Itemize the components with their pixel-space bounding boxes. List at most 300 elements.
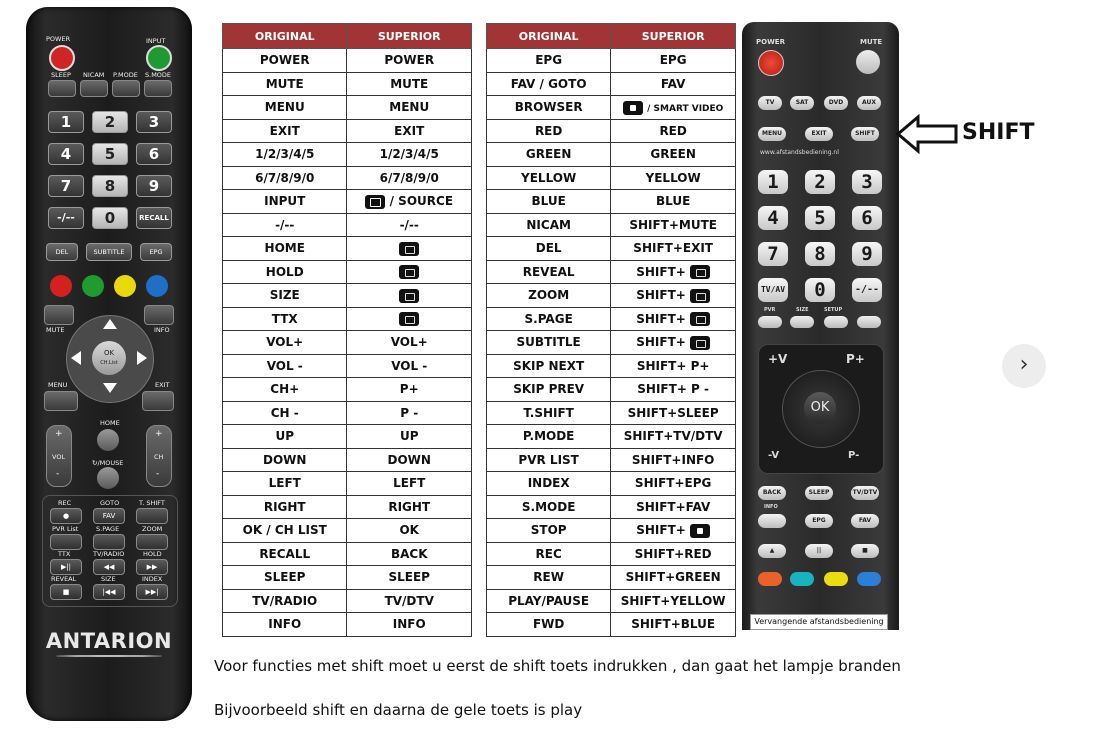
label-index: INDEX bbox=[142, 575, 163, 583]
label-spage: S.PAGE bbox=[96, 525, 120, 533]
cell-superior bbox=[611, 307, 736, 331]
cell-original bbox=[487, 190, 611, 214]
cell-original-text: EPG bbox=[535, 53, 563, 68]
header-original: ORIGINAL bbox=[223, 24, 347, 49]
cell-superior-text: / SMART VIDEO bbox=[647, 104, 724, 114]
cell-superior-text: TV/DTV bbox=[384, 593, 434, 608]
label-nicam: NICAM bbox=[83, 71, 105, 79]
cell-superior bbox=[347, 213, 472, 237]
table-row bbox=[223, 472, 472, 496]
stop-key: ■ bbox=[50, 584, 82, 600]
cell-original-text: 6/7/8/9/0 bbox=[255, 170, 315, 185]
label-info: INFO bbox=[154, 326, 170, 334]
forward-key: ▶▶ bbox=[136, 559, 168, 575]
key-sat: SAT bbox=[790, 96, 814, 110]
fav-key: FAV bbox=[93, 508, 125, 524]
cell-original bbox=[487, 425, 611, 449]
label-ttx: TTX bbox=[58, 550, 71, 558]
label-vol: VOL bbox=[52, 453, 66, 461]
cell-superior-text: BLUE bbox=[655, 194, 691, 209]
ttx-key bbox=[857, 316, 881, 328]
cell-superior bbox=[611, 49, 736, 73]
key-subtitle: SUBTITLE bbox=[86, 243, 132, 261]
key-tvav: TV/AV bbox=[758, 278, 788, 302]
cell-superior-text: SHIFT+YELLOW bbox=[620, 593, 726, 608]
cell-superior-text: SHIFT+RED bbox=[634, 546, 712, 561]
cell-superior-text: UP bbox=[399, 429, 419, 444]
cell-original bbox=[223, 542, 347, 566]
cell-superior bbox=[611, 566, 736, 590]
vol-minus: -V bbox=[768, 450, 780, 461]
cell-original-text: DOWN bbox=[263, 452, 307, 467]
sq-icon bbox=[690, 524, 710, 538]
key-menu: MENU bbox=[758, 127, 786, 141]
home-key bbox=[97, 429, 119, 451]
cell-original bbox=[223, 166, 347, 190]
cell-original-text: -/-- bbox=[275, 217, 295, 232]
smode-key bbox=[144, 80, 172, 97]
p-plus: P+ bbox=[846, 352, 865, 366]
mapping-table-2 bbox=[486, 23, 736, 637]
key-shift: SHIFT bbox=[851, 127, 879, 141]
cell-superior-text: P - bbox=[400, 405, 419, 420]
shift-arrow-icon bbox=[896, 114, 958, 154]
yellow-key bbox=[824, 572, 848, 586]
mute-key bbox=[44, 305, 74, 325]
cell-original-text: BROWSER bbox=[514, 100, 583, 115]
cell-superior-text: / SOURCE bbox=[389, 194, 454, 208]
key-fav: FAV bbox=[851, 514, 879, 528]
cell-original bbox=[487, 166, 611, 190]
cell-superior bbox=[347, 143, 472, 167]
cell-superior bbox=[347, 401, 472, 425]
key-6: 6 bbox=[136, 143, 172, 165]
key-dash: -/-- bbox=[852, 278, 882, 302]
label-size: SIZE bbox=[796, 307, 809, 313]
table-row bbox=[487, 401, 736, 425]
-icon bbox=[690, 336, 710, 350]
chevron-right-icon: › bbox=[1019, 352, 1029, 377]
key-9: 9 bbox=[852, 242, 882, 266]
vol-plus: + bbox=[55, 429, 63, 439]
header-superior: SUPERIOR bbox=[347, 24, 472, 49]
table-row bbox=[223, 119, 472, 143]
chlist-label: CH.List bbox=[100, 360, 118, 366]
cell-original bbox=[487, 213, 611, 237]
superior-remote-image bbox=[742, 22, 899, 630]
table-row bbox=[487, 96, 736, 120]
table-row bbox=[223, 260, 472, 284]
cell-original bbox=[223, 613, 347, 637]
cell-superior bbox=[347, 495, 472, 519]
orange-key bbox=[758, 572, 782, 586]
cell-superior-text: SHIFT+SLEEP bbox=[627, 405, 719, 420]
cell-superior bbox=[611, 284, 736, 308]
cell-superior bbox=[347, 119, 472, 143]
ch-plus: + bbox=[155, 429, 163, 439]
yellow-key bbox=[114, 275, 136, 297]
cell-superior-text: SLEEP bbox=[388, 570, 430, 585]
key-5: 5 bbox=[92, 143, 128, 165]
cell-original bbox=[487, 495, 611, 519]
cell-original-text: EXIT bbox=[269, 123, 300, 138]
cell-original-text: VOL - bbox=[266, 358, 303, 373]
label-ch: CH bbox=[154, 453, 164, 461]
key-tv: TV bbox=[758, 96, 782, 110]
cell-original-text: GREEN bbox=[525, 147, 572, 162]
website-text: www.afstandsbediening.nl bbox=[760, 149, 839, 156]
p-minus: P- bbox=[848, 450, 860, 461]
table-row bbox=[223, 307, 472, 331]
table-row bbox=[223, 284, 472, 308]
cell-original-text: RED bbox=[534, 123, 563, 138]
cell-superior bbox=[347, 96, 472, 120]
cell-original bbox=[223, 119, 347, 143]
key-3: 3 bbox=[136, 111, 172, 133]
cell-original bbox=[487, 448, 611, 472]
cell-original-text: RIGHT bbox=[263, 499, 306, 514]
key-3: 3 bbox=[852, 170, 882, 194]
vol-plus: +V bbox=[768, 352, 788, 366]
cell-superior bbox=[611, 519, 736, 543]
table-row bbox=[223, 542, 472, 566]
label-pvr: PVR bbox=[764, 307, 776, 313]
cell-original-text: 1/2/3/4/5 bbox=[255, 147, 315, 162]
cell-original-text: CH+ bbox=[270, 382, 300, 397]
label-power: POWER bbox=[46, 35, 71, 43]
cell-original bbox=[223, 495, 347, 519]
cell-original-text: OK / CH LIST bbox=[242, 523, 327, 538]
cell-superior-text: SHIFT+INFO bbox=[631, 452, 715, 467]
cell-original bbox=[487, 119, 611, 143]
table-row bbox=[223, 72, 472, 96]
cell-original bbox=[487, 613, 611, 637]
left-arrow-icon bbox=[71, 351, 81, 365]
cell-original-text: INPUT bbox=[264, 194, 306, 209]
cell-superior-text: SHIFT+BLUE bbox=[631, 617, 716, 632]
cell-superior-text: YELLOW bbox=[645, 170, 701, 185]
ok-key: OK bbox=[804, 392, 836, 424]
cell-original-text: YELLOW bbox=[521, 170, 577, 185]
cell-superior bbox=[347, 542, 472, 566]
cell-original-text: MENU bbox=[264, 100, 305, 115]
cell-superior bbox=[347, 284, 472, 308]
rewind-key: ◀◀ bbox=[93, 559, 125, 575]
cell-original-text: REW bbox=[533, 570, 564, 585]
table-header-row bbox=[487, 24, 736, 49]
cell-original bbox=[223, 448, 347, 472]
cell-superior-text: VOL+ bbox=[390, 335, 428, 350]
key-aux: AUX bbox=[857, 96, 881, 110]
cell-superior-text: DOWN bbox=[387, 452, 431, 467]
prev-key: |◀◀ bbox=[93, 584, 125, 600]
cell-superior bbox=[347, 49, 472, 73]
key-dash: -/-- bbox=[48, 207, 84, 229]
cell-superior bbox=[347, 448, 472, 472]
cell-superior bbox=[611, 260, 736, 284]
next-arrow-button[interactable] bbox=[1002, 344, 1046, 388]
table-row bbox=[487, 237, 736, 261]
label-reveal: REVEAL bbox=[51, 575, 77, 583]
cell-superior bbox=[347, 190, 472, 214]
table-row bbox=[223, 378, 472, 402]
logo-swoosh bbox=[56, 655, 162, 657]
key-2: 2 bbox=[805, 170, 835, 194]
table-row bbox=[487, 519, 736, 543]
info-key bbox=[758, 514, 786, 528]
cell-superior-text: SHIFT+TV/DTV bbox=[623, 429, 723, 444]
pvrlist-key bbox=[50, 534, 82, 550]
key-back: BACK bbox=[758, 486, 786, 500]
label-input: INPUT bbox=[146, 37, 166, 45]
cell-superior-text: SHIFT+ bbox=[636, 288, 686, 302]
ok-label: OK bbox=[103, 349, 115, 357]
cell-superior bbox=[611, 542, 736, 566]
sq-icon bbox=[623, 101, 643, 115]
cell-superior-text: SHIFT+FAV bbox=[636, 499, 711, 514]
teal-key bbox=[790, 572, 814, 586]
cell-original bbox=[223, 401, 347, 425]
cell-superior bbox=[611, 378, 736, 402]
-icon bbox=[690, 312, 710, 326]
cell-superior bbox=[347, 331, 472, 355]
cell-superior-text: FAV bbox=[660, 76, 686, 91]
cell-original-text: VOL+ bbox=[266, 335, 304, 350]
cell-superior bbox=[611, 166, 736, 190]
cell-original bbox=[487, 307, 611, 331]
ok-key bbox=[92, 341, 126, 375]
cell-original bbox=[223, 213, 347, 237]
up-arrow-icon bbox=[103, 319, 117, 329]
cell-original-text: INDEX bbox=[527, 476, 570, 491]
cell-original bbox=[223, 472, 347, 496]
cell-original bbox=[223, 49, 347, 73]
next-key: ▶▶| bbox=[136, 584, 168, 600]
cell-original-text: LEFT bbox=[268, 476, 301, 491]
cell-superior bbox=[347, 425, 472, 449]
cell-original bbox=[223, 237, 347, 261]
cell-original-text: SLEEP bbox=[263, 570, 306, 585]
table-row bbox=[223, 354, 472, 378]
table-row bbox=[487, 331, 736, 355]
cell-superior-text: EPG bbox=[659, 53, 687, 68]
key-epg: EPG bbox=[140, 243, 172, 261]
cell-original bbox=[487, 143, 611, 167]
cell-superior-text: 1/2/3/4/5 bbox=[379, 147, 439, 162]
key-7: 7 bbox=[48, 175, 84, 197]
cell-original bbox=[223, 519, 347, 543]
cell-original-text: HOME bbox=[264, 241, 305, 256]
cell-original bbox=[223, 354, 347, 378]
note-line-2: Bijvoorbeeld shift en daarna de gele toets is play bbox=[214, 701, 583, 719]
mute-icon bbox=[856, 50, 880, 74]
table-row bbox=[223, 589, 472, 613]
cell-superior-text: SHIFT+MUTE bbox=[629, 217, 717, 232]
label-rec: REC bbox=[58, 499, 72, 507]
table-header-row bbox=[223, 24, 472, 49]
cell-original bbox=[487, 566, 611, 590]
blue-key bbox=[146, 275, 168, 297]
cell-superior bbox=[347, 472, 472, 496]
label-exit: EXIT bbox=[155, 381, 170, 389]
up-key: ▲ bbox=[758, 544, 786, 558]
table-row bbox=[487, 307, 736, 331]
cell-superior bbox=[611, 119, 736, 143]
cell-superior-text: SHIFT+GREEN bbox=[625, 570, 721, 585]
-icon bbox=[399, 289, 419, 303]
cell-superior-text: 6/7/8/9/0 bbox=[379, 170, 439, 185]
cell-original bbox=[487, 542, 611, 566]
table-row bbox=[223, 49, 472, 73]
down-arrow-icon bbox=[103, 383, 117, 393]
key-8: 8 bbox=[92, 175, 128, 197]
cell-superior bbox=[611, 401, 736, 425]
cell-original bbox=[487, 401, 611, 425]
table-row bbox=[223, 519, 472, 543]
green-key bbox=[82, 275, 104, 297]
cell-superior-text: LEFT bbox=[393, 476, 426, 491]
table-row bbox=[487, 260, 736, 284]
vol-minus: - bbox=[56, 469, 60, 479]
label-size: SIZE bbox=[101, 575, 116, 583]
pause-key: || bbox=[805, 544, 833, 558]
spage-key bbox=[93, 534, 125, 550]
table-row bbox=[223, 237, 472, 261]
key-0: 0 bbox=[92, 207, 128, 229]
header-superior: SUPERIOR bbox=[611, 24, 736, 49]
-icon bbox=[399, 265, 419, 279]
table-row bbox=[487, 542, 736, 566]
label-smode: S.MODE bbox=[145, 71, 172, 79]
cell-original bbox=[487, 96, 611, 120]
cell-original bbox=[487, 284, 611, 308]
cell-superior bbox=[347, 378, 472, 402]
cell-superior bbox=[347, 72, 472, 96]
remote-footer-label: Vervangende afstandsbediening bbox=[750, 614, 888, 630]
cell-superior-text: MUTE bbox=[390, 76, 429, 91]
cell-original-text: TTX bbox=[271, 311, 298, 326]
-icon bbox=[690, 289, 710, 303]
cell-original bbox=[223, 143, 347, 167]
-icon bbox=[399, 312, 419, 326]
cell-superior-text: POWER bbox=[384, 53, 435, 68]
key-4: 4 bbox=[758, 206, 788, 230]
table-row bbox=[223, 566, 472, 590]
label-pvrlist: PVR List bbox=[52, 525, 79, 533]
cell-superior-text: GREEN bbox=[650, 147, 696, 162]
cell-superior bbox=[347, 237, 472, 261]
table-row bbox=[487, 284, 736, 308]
cell-superior bbox=[347, 613, 472, 637]
table-row bbox=[487, 119, 736, 143]
label-mouse: ↻/MOUSE bbox=[92, 459, 124, 467]
cell-original-text: S.MODE bbox=[521, 499, 576, 514]
table-row bbox=[487, 425, 736, 449]
table-row bbox=[223, 401, 472, 425]
key-exit: EXIT bbox=[805, 127, 833, 141]
key-2: 2 bbox=[92, 111, 128, 133]
table-row bbox=[223, 190, 472, 214]
cell-original bbox=[223, 566, 347, 590]
cell-original bbox=[223, 589, 347, 613]
size-key bbox=[790, 316, 814, 328]
cell-superior bbox=[611, 448, 736, 472]
cell-superior-text: EXIT bbox=[394, 123, 425, 138]
cell-original-text: FWD bbox=[532, 617, 565, 632]
cell-original-text: PVR LIST bbox=[518, 452, 579, 467]
-icon bbox=[399, 242, 419, 256]
cell-original bbox=[487, 378, 611, 402]
mapping-table-1 bbox=[222, 23, 472, 637]
cell-original-text: CH - bbox=[270, 405, 299, 420]
info-key bbox=[144, 305, 174, 325]
table-row bbox=[223, 613, 472, 637]
key-del: DEL bbox=[46, 243, 78, 261]
cell-superior-text: RED bbox=[659, 123, 687, 138]
key-5: 5 bbox=[805, 206, 835, 230]
cell-superior bbox=[611, 190, 736, 214]
cell-superior-text: SHIFT+ bbox=[636, 311, 686, 326]
sleep-key bbox=[48, 80, 76, 97]
label-goto: GOTO bbox=[100, 499, 120, 507]
cell-superior bbox=[347, 307, 472, 331]
cell-superior bbox=[347, 260, 472, 284]
-icon bbox=[690, 265, 710, 279]
cell-original bbox=[487, 472, 611, 496]
cell-superior bbox=[611, 354, 736, 378]
cell-superior bbox=[611, 613, 736, 637]
key-recall: RECALL bbox=[136, 207, 172, 229]
label-power: POWER bbox=[756, 38, 785, 46]
cell-superior-text: SHIFT+ P - bbox=[637, 382, 709, 397]
label-mute: MUTE bbox=[46, 326, 65, 334]
cell-superior bbox=[347, 166, 472, 190]
cell-original bbox=[223, 190, 347, 214]
cell-original-text: S.PAGE bbox=[524, 311, 573, 326]
cell-original-text: RECALL bbox=[259, 546, 311, 561]
key-sleep: SLEEP bbox=[805, 486, 833, 500]
cell-original bbox=[487, 49, 611, 73]
cell-original-text: HOLD bbox=[265, 264, 304, 279]
right-arrow-icon bbox=[137, 351, 147, 365]
table-row bbox=[487, 49, 736, 73]
label-mute: MUTE bbox=[860, 38, 883, 46]
cell-superior bbox=[611, 495, 736, 519]
power-icon bbox=[49, 45, 75, 71]
table-row bbox=[223, 213, 472, 237]
blue-key bbox=[857, 572, 881, 586]
cell-superior-text: SHIFT+ P+ bbox=[636, 358, 710, 373]
input-icon bbox=[146, 45, 172, 71]
brand-logo: ANTARION bbox=[45, 629, 173, 653]
play-pause-key: ▶|| bbox=[50, 559, 82, 575]
cell-original-text: FAV / GOTO bbox=[510, 76, 587, 91]
cell-superior bbox=[611, 589, 736, 613]
cell-superior bbox=[347, 566, 472, 590]
key-0: 0 bbox=[805, 278, 835, 302]
table-row bbox=[223, 495, 472, 519]
cell-original bbox=[223, 96, 347, 120]
cell-original-text: DEL bbox=[535, 241, 562, 256]
pmode-key bbox=[112, 80, 140, 97]
cell-superior bbox=[611, 425, 736, 449]
table-row bbox=[487, 190, 736, 214]
cell-original-text: TV/RADIO bbox=[252, 593, 318, 608]
cell-original-text: BLUE bbox=[531, 194, 566, 209]
cell-original-text: SIZE bbox=[269, 288, 300, 303]
cell-original-text: UP bbox=[275, 429, 294, 444]
cell-superior bbox=[611, 96, 736, 120]
